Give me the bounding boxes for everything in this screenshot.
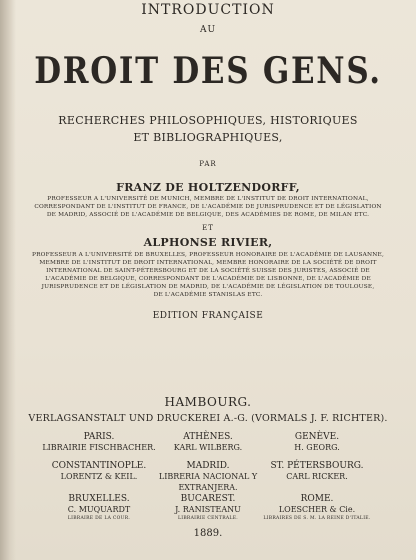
agent-note-bruxelles: LIBRAIRE DE LA COUR. — [67, 516, 131, 521]
agent-name-madrid-line1: LIBRERIA NACIONAL Y — [158, 472, 258, 481]
par-label: PAR — [199, 160, 217, 168]
edition-label: EDITION FRANÇAISE — [152, 311, 264, 321]
publisher-name: VERLAGSANSTALT UND DRUCKEREI A.-G. (VORMALS J. F. RICHTER). — [28, 413, 388, 424]
main-title: DROIT DES GENS. — [34, 50, 382, 92]
title-line-introduction: INTRODUCTION — [141, 2, 275, 18]
author-rivier-desc-line: L'ACADÉMIE DE BELGIQUE, CORRESPONDANT DE L'ACADÉMIE DE LISBONNE, DE L'ACADÉMIE DE — [45, 276, 371, 282]
agent-city-geneve: GENÈVE. — [294, 432, 340, 442]
agent-city-st-petersbourg: ST. PÉTERSBOURG. — [270, 461, 364, 471]
author-rivier-desc-line: MEMBRE DE L'INSTITUT DE DROIT INTERNATIONAL, MEMBRE HONORAIRE DE LA SOCIÉTÉ DE DROIT — [39, 260, 377, 266]
agent-name-rome: LOESCHER & Cie. — [278, 505, 356, 514]
author-rivier-desc-line: DE L'ACADÉMIE STANISLAS ETC. — [153, 292, 263, 298]
author-holtzendorff-desc-line: DE MADRID, ASSOCIÉ DE L'ACADÉMIE DE BELGIQUE, DES ACADÉMIES DE ROME, DE MILAN ETC. — [46, 212, 370, 218]
agent-name-madrid-line2: EXTRANJERA. — [178, 483, 238, 492]
publication-year: 1889. — [193, 528, 223, 539]
agent-city-constantinople: CONSTANTINOPLE. — [51, 461, 147, 471]
author-holtzendorff-desc-line: CORRESPONDANT DE L'INSTITUT DE FRANCE, DE L'ACADÉMIE DE JURISPRUDENCE ET DE LÉGISLATION — [34, 204, 382, 210]
agent-note-bucarest: LIBRAIRIE CENTRALE. — [177, 516, 239, 521]
agent-name-athenes: KARL WILBERG. — [173, 443, 243, 452]
agent-note-rome: LIBRAIRES DE S. M. LA REINE D'ITALIE. — [263, 516, 371, 521]
agent-city-madrid: MADRID. — [186, 461, 230, 471]
subtitle-line-2: ET BIBLIOGRAPHIQUES, — [133, 131, 283, 144]
publisher-place: HAMBOURG. — [164, 395, 252, 409]
agent-city-athenes: ATHÈNES. — [183, 432, 233, 442]
agent-name-bucarest: J. RANISTEANU — [175, 505, 241, 514]
agent-city-paris: PARIS. — [83, 432, 115, 442]
agent-city-rome: ROME. — [300, 494, 334, 504]
agent-name-geneve: H. GEORG. — [294, 443, 340, 452]
author-holtzendorff: FRANZ DE HOLTZENDORFF, — [116, 181, 300, 194]
et-label: ET — [202, 224, 214, 232]
author-rivier-desc-line: INTERNATIONAL DE SAINT-PÉTERSBOURG ET DE LA SOCIÉTÉ SUISSE DES JURISTES, ASSOCIÉ DE — [46, 268, 370, 274]
agent-city-bruxelles: BRUXELLES. — [68, 494, 130, 504]
author-rivier-desc-line: PROFESSEUR A L'UNIVERSITÉ DE BRUXELLES, PROFESSEUR HONORAIRE DE L'ACADÉMIE DE LAUSANNE, — [31, 252, 385, 258]
title-line-au: AU — [199, 25, 217, 35]
author-holtzendorff-desc-line: PROFESSEUR A L'UNIVERSITÉ DE MUNICH, MEMBRE DE L'INSTITUT DE DROIT INTERNATIONAL, — [47, 196, 369, 202]
agent-name-constantinople: LORENTZ & KEIL. — [60, 472, 138, 481]
author-rivier-desc-line: JURISPRUDENCE ET DE LÉGISLATION DE MADRID, DE L'ACADÉMIE DE LÉGISLATION DE TOULOUSE, — [41, 284, 375, 290]
agent-name-st-petersbourg: CARL RICKER. — [286, 472, 348, 481]
agent-city-bucarest: BUCAREST. — [180, 494, 236, 504]
author-rivier: ALPHONSE RIVIER, — [143, 236, 273, 249]
agent-name-bruxelles: C. MUQUARDT — [67, 505, 131, 514]
agent-name-paris: LIBRAIRIE FISCHBACHER. — [42, 443, 156, 452]
subtitle-line-1: RECHERCHES PHILOSOPHIQUES, HISTORIQUES — [58, 114, 358, 127]
